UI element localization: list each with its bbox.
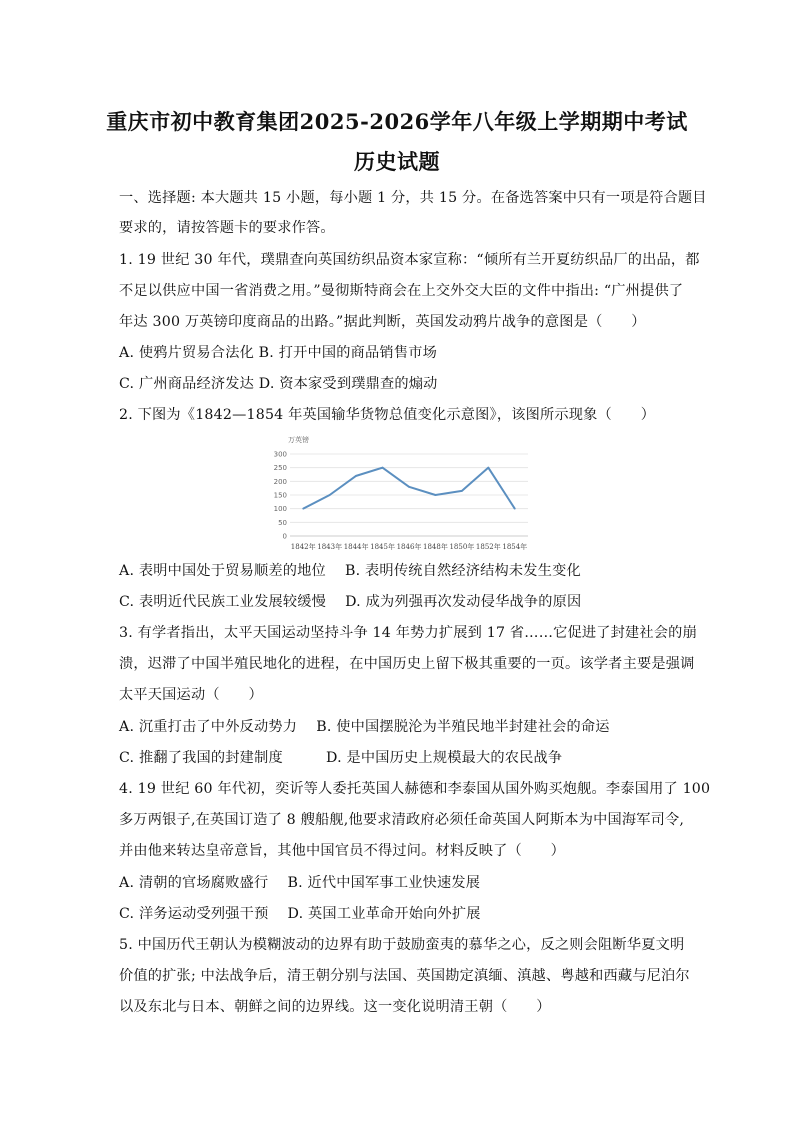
question-5-stem: 5. 中国历代王朝认为模糊波动的边界有助于鼓励蛮夷的慕华之心，反之则会阻断华夏文明 <box>119 937 685 953</box>
export-value-chart <box>270 432 540 554</box>
question-1-stem: 年达 300 万英镑印度商品的出路。”据此判断，英国发动鸦片战争的意图是（ ） <box>119 314 646 330</box>
x-tick-label: 1844年 <box>343 543 369 551</box>
x-tick-label: 1850年 <box>449 543 475 551</box>
line-chart-svg <box>270 432 540 554</box>
x-tick-label: 1848年 <box>423 543 448 551</box>
question-3-options: C. 推翻了我国的封建制度 D. 是中国历史上规模最大的农民战争 <box>119 750 563 766</box>
x-tick-label: 1842年 <box>290 543 316 551</box>
question-5-stem: 以及东北与日本、朝鲜之间的边界线。这一变化说明清王朝（ ） <box>119 999 551 1015</box>
question-1-stem: 不足以供应中国一省消费之用。”曼彻斯特商会在上交外交大臣的文件中指出: “广州提供了 <box>119 283 684 299</box>
y-tick-label: 0 <box>282 532 287 541</box>
data-point <box>461 490 463 492</box>
x-tick-label: 1843年 <box>317 543 343 551</box>
data-point <box>382 467 384 469</box>
section-instructions: 一、选择题: 本大题共 15 小题，每小题 1 分，共 15 分。在备选答案中只有一项是符合题目 <box>119 190 707 206</box>
data-point <box>408 486 410 488</box>
data-point <box>355 475 357 477</box>
section-instructions: 要求的，请按答题卡的要求作答。 <box>119 220 335 236</box>
question-2-stem: 2. 下图为《1842—1854 年英国输华货物总值变化示意图》，该图所示现象（ ） <box>119 407 656 423</box>
question-3-stem: 3. 有学者指出，太平天国运动坚持斗争 14 年势力扩展到 17 省……它促进了封建社会的崩 <box>119 625 697 641</box>
data-point <box>329 494 331 496</box>
y-tick-label: 300 <box>273 450 287 459</box>
x-tick-label: 1852年 <box>475 543 501 551</box>
data-point <box>514 508 516 510</box>
question-4-options: A. 清朝的官场腐败盛行 B. 近代中国军事工业快速发展 <box>119 875 481 891</box>
question-4-stem: 多万两银子,在英国订造了 8 艘船舰,他要求清政府必须任命英国人阿斯本为中国海军司令, <box>119 812 685 828</box>
question-1-options: A. 使鸦片贸易合法化 B. 打开中国的商品销售市场 <box>119 345 437 361</box>
y-axis-unit-label: 万英镑 <box>288 436 309 444</box>
y-tick-label: 100 <box>273 505 287 514</box>
question-1-options: C. 广州商品经济发达 D. 资本家受到璞鼎查的煽动 <box>119 376 438 392</box>
y-tick-label: 200 <box>273 477 287 486</box>
y-tick-label: 250 <box>273 464 287 473</box>
question-4-options: C. 洋务运动受列强干预 D. 英国工业革命开始向外扩展 <box>119 906 481 922</box>
question-3-stem: 溃，迟滞了中国半殖民地化的进程，在中国历史上留下极其重要的一页。该学者主要是强调 <box>119 656 695 672</box>
question-1-stem: 1. 19 世纪 30 年代，璞鼎查向英国纺织品资本家宣称：“倾所有兰开夏纺织品厂的出品，都 <box>119 252 700 268</box>
data-point <box>487 467 489 469</box>
x-tick-label: 1845年 <box>370 543 395 551</box>
data-point <box>302 508 304 510</box>
y-tick-label: 50 <box>278 518 287 527</box>
question-3-stem: 太平天国运动（ ） <box>119 687 263 703</box>
question-5-stem: 价值的扩张; 中法战争后，清王朝分别与法国、英国勘定滇缅、滇越、粤越和西藏与尼泊尔 <box>119 968 690 984</box>
x-tick-label: 1854年 <box>502 543 528 551</box>
data-point <box>435 494 437 496</box>
x-tick-label: 1846年 <box>396 543 422 551</box>
question-2-options: A. 表明中国处于贸易顺差的地位 B. 表明传统自然经济结构未发生变化 <box>119 563 581 579</box>
exam-subtitle: 历史试题 <box>354 149 440 174</box>
exam-title: 重庆市初中教育集团2025-2026学年八年级上学期期中考试 <box>106 109 688 134</box>
question-2-options: C. 表明近代民族工业发展较缓慢 D. 成为列强再次发动侵华战争的原因 <box>119 594 582 610</box>
question-4-stem: 并由他来转达皇帝意旨，其他中国官员不得过问。材料反映了（ ） <box>119 843 566 859</box>
y-tick-label: 150 <box>273 491 287 500</box>
question-3-options: A. 沉重打击了中外反动势力 B. 使中国摆脱沦为半殖民地半封建社会的命运 <box>119 719 610 735</box>
series-line <box>303 468 515 509</box>
question-4-stem: 4. 19 世纪 60 年代初，奕䜣等人委托英国人赫德和李泰国从国外购买炮舰。李泰国用了 100 <box>119 781 711 797</box>
